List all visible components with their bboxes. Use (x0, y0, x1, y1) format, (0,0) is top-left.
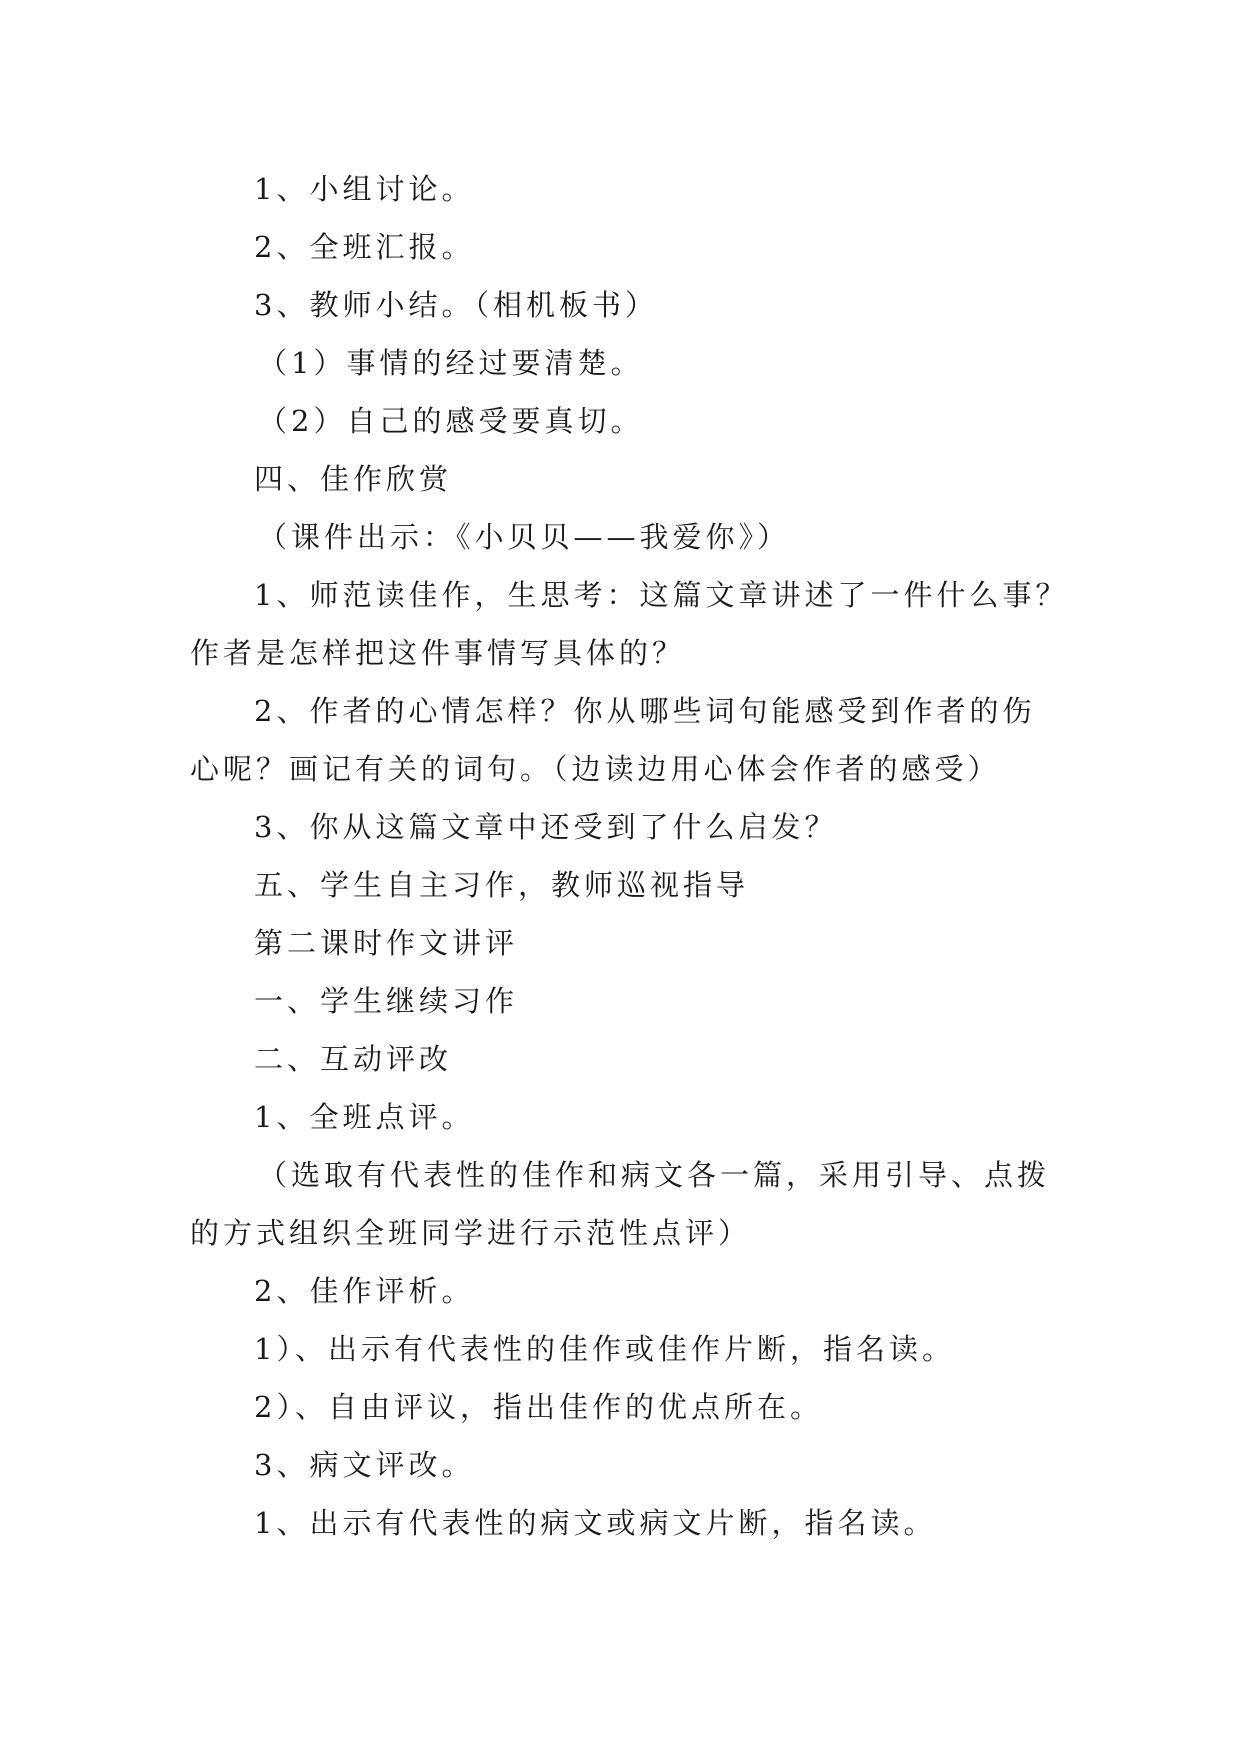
section-heading-2: 二、互动评改 (254, 1042, 453, 1076)
paragraph-19: 2、佳作评析。 (254, 1274, 475, 1308)
paragraph-8-cont: 作者是怎样把这件事情写具体的？ (190, 636, 686, 670)
paragraph-16: 1、全班点评。 (254, 1100, 475, 1134)
paragraph-17: （选取有代表性的佳作和病文各一篇，采用引导、点拨 (258, 1158, 1051, 1192)
paragraph-21: 2）、自由评议，指出佳作的优点所在。 (254, 1390, 823, 1424)
paragraph-4: （1）事情的经过要清楚。 (258, 346, 644, 380)
section-heading-5: 五、学生自主习作，教师巡视指导 (254, 868, 750, 902)
paragraph-23: 1、出示有代表性的病文或病文片断，指名读。 (254, 1506, 937, 1540)
paragraph-3: 3、教师小结。（相机板书） (254, 288, 658, 322)
paragraph-7: （课件出示：《小贝贝——我爱你》） (258, 520, 791, 554)
paragraph-1: 1、小组讨论。 (254, 172, 475, 206)
paragraph-2: 2、全班汇报。 (254, 230, 475, 264)
paragraph-22: 3、病文评改。 (254, 1448, 475, 1482)
paragraph-5: （2）自己的感受要真切。 (258, 404, 644, 438)
paragraph-17-cont: 的方式组织全班同学进行示范性点评） (190, 1216, 752, 1250)
paragraph-20: 1）、出示有代表性的佳作或佳作片断，指名读。 (254, 1332, 955, 1366)
lesson-heading: 第二课时作文讲评 (254, 926, 519, 960)
paragraph-9: 2、作者的心情怎样？你从哪些词句能感受到作者的伤 (254, 694, 1036, 728)
document-body (190, 160, 1069, 1552)
section-heading-1: 一、学生继续习作 (254, 984, 519, 1018)
paragraph-9-cont: 心呢？画记有关的词句。（边读边用心体会作者的感受） (190, 752, 1001, 786)
section-heading-4: 四、佳作欣赏 (254, 462, 453, 496)
paragraph-10: 3、你从这篇文章中还受到了什么启发？ (254, 810, 838, 844)
paragraph-8: 1、师范读佳作，生思考：这篇文章讲述了一件什么事？ (254, 578, 1069, 612)
